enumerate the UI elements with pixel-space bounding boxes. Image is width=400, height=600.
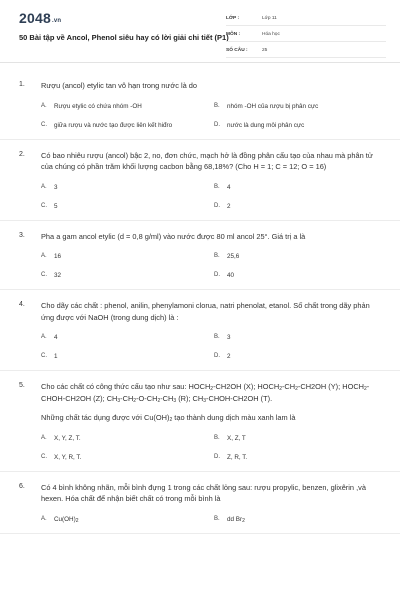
question-number: 1. <box>19 81 25 88</box>
document-meta <box>226 12 386 60</box>
option-letter: B. <box>214 183 220 190</box>
answer-option[interactable] <box>214 434 387 443</box>
option-text: nước là dung môi phân cực <box>227 121 305 129</box>
meta-subject: MÔN : Hóa học <box>226 28 386 42</box>
answer-option[interactable] <box>214 453 387 462</box>
answer-option[interactable] <box>41 515 214 524</box>
option-letter: D. <box>214 202 220 209</box>
option-text: X, Y, R, T. <box>54 453 82 461</box>
answer-option[interactable] <box>214 333 387 342</box>
option-letter: B. <box>214 253 220 259</box>
question-text: Có bao nhiêu rượu (ancol) bậc 2, no, đơn chức, mạch hở là đồng phân cấu tạo của nhau mà phân tử của chúng có phần trăm khối lượng cacbon bằng 68,18%? (Cho H = 1; C = 12; O = 16) <box>41 150 373 171</box>
answer-option[interactable] <box>214 183 387 192</box>
question-text: Cho các chất có công thức cấu tạo như sau: $HOCH_2-CH2OH$ (X); $HOCH_2-CH_2-CH2OH$ (Y); $HOCH_2-CHOH-CH2OH$ (Z); $CH_3-CH_2-O-CH_2-CH_3$ (R); $CH_3-CHOH-CH2OH$ (T). <box>41 382 370 404</box>
option-letter: B. <box>214 434 220 441</box>
question-item <box>0 70 400 140</box>
document-header <box>0 0 400 63</box>
answer-options <box>41 92 382 139</box>
question-item <box>0 140 400 221</box>
answer-option[interactable] <box>41 183 214 192</box>
option-text: giữa rượu và nước tạo được liên kết hiđro <box>54 121 173 129</box>
meta-class: LỚP : Lớp 11 <box>226 12 386 26</box>
option-text: 4 <box>227 183 231 191</box>
answer-options <box>41 242 382 289</box>
question-list <box>0 70 400 534</box>
option-letter: B. <box>214 334 220 340</box>
option-text: 40 <box>227 272 235 279</box>
question-item <box>0 221 400 291</box>
question-item <box>0 472 400 534</box>
option-text: 5 <box>54 202 58 210</box>
site-logo[interactable]: 2048.vn <box>19 10 62 26</box>
answer-option[interactable] <box>214 252 387 261</box>
question-item <box>0 290 400 371</box>
option-text: Z, R, T. <box>227 453 248 461</box>
option-text: 25,6 <box>227 253 240 260</box>
question-text: Rượu (ancol) etylic tan vô hạn trong nước là do <box>41 81 197 90</box>
question-number: 5. <box>19 382 25 389</box>
meta-question-count: SỐ CÂU : 25 <box>226 44 386 58</box>
answer-option[interactable] <box>214 102 387 111</box>
answer-options <box>41 173 382 220</box>
option-text: 1 <box>54 353 58 360</box>
answer-options <box>41 505 382 533</box>
answer-option[interactable] <box>41 453 214 462</box>
answer-option[interactable] <box>214 202 387 211</box>
option-text: 2 <box>227 353 231 360</box>
option-letter: D. <box>214 353 220 359</box>
option-text: dd $Br_2$ <box>227 515 245 524</box>
option-letter: C. <box>41 353 47 359</box>
answer-option[interactable] <box>41 333 214 342</box>
option-letter: D. <box>214 121 220 128</box>
option-letter: C. <box>41 453 47 460</box>
option-text: nhóm -OH của rượu bị phân cực <box>227 102 319 110</box>
answer-option[interactable] <box>214 121 387 130</box>
option-text: 4 <box>54 334 58 341</box>
option-letter: B. <box>214 515 220 522</box>
option-text: 2 <box>227 202 231 210</box>
answer-option[interactable] <box>41 202 214 211</box>
answer-options <box>41 424 382 471</box>
answer-option[interactable] <box>214 515 387 524</box>
option-letter: D. <box>214 453 220 460</box>
option-text: X, Y, Z, T. <box>54 434 81 442</box>
question-text: Pha a gam ancol etylic (d = 0,8 g/ml) vào nước được 80 ml ancol 25°. Giá trị a là <box>41 231 306 241</box>
answer-option[interactable] <box>41 102 214 111</box>
option-text: Rượu etylic có chứa nhóm -OH <box>54 102 142 110</box>
answer-option[interactable] <box>41 121 214 130</box>
option-letter: A. <box>41 334 47 340</box>
document-title: 50 Bài tập về Ancol, Phenol siêu hay có lời giải chi tiết (P1) <box>19 33 229 42</box>
option-text: 3 <box>54 183 58 191</box>
question-subtext: Những chất tác dụng được với $Cu(OH)_2$ tạo thành dung dịch màu xanh lam là <box>41 413 296 423</box>
option-letter: A. <box>41 183 47 190</box>
option-text: X, Z, T <box>227 434 246 442</box>
option-letter: D. <box>214 272 220 278</box>
question-text: Có 4 bình không nhãn, mỗi bình đựng 1 trong các chất lỏng sau: rượu propylic, benzen, glixêrin ,và hexen. Hóa chất để nhận biết chất có trong mỗi bình là <box>41 482 366 503</box>
question-item <box>0 371 400 472</box>
question-text: Cho dãy các chất : phenol, anilin, phenylamoni clorua, natri phenolat, etanol. Số chất trong dãy phản ứng được với NaOH (trong dung dịch) là : <box>41 301 370 322</box>
option-letter: A. <box>41 102 47 109</box>
answer-option[interactable] <box>41 352 214 361</box>
option-letter: C. <box>41 202 47 209</box>
question-number: 3. <box>19 231 25 239</box>
option-letter: B. <box>214 102 220 109</box>
answer-option[interactable] <box>41 271 214 280</box>
option-text: 32 <box>54 272 62 279</box>
option-letter: A. <box>41 253 47 259</box>
option-letter: C. <box>41 272 47 278</box>
option-letter: A. <box>41 434 47 441</box>
question-number: 2. <box>19 150 25 158</box>
answer-option[interactable] <box>214 352 387 361</box>
answer-options <box>41 323 382 370</box>
option-text: $Cu(OH)_2$ <box>54 515 79 524</box>
option-text: 3 <box>227 334 231 341</box>
option-letter: C. <box>41 121 47 128</box>
option-text: 16 <box>54 253 62 260</box>
question-number: 4. <box>19 301 25 308</box>
answer-option[interactable] <box>41 252 214 261</box>
answer-option[interactable] <box>41 434 214 443</box>
option-letter: A. <box>41 515 47 522</box>
question-number: 6. <box>19 482 25 490</box>
answer-option[interactable] <box>214 271 387 280</box>
